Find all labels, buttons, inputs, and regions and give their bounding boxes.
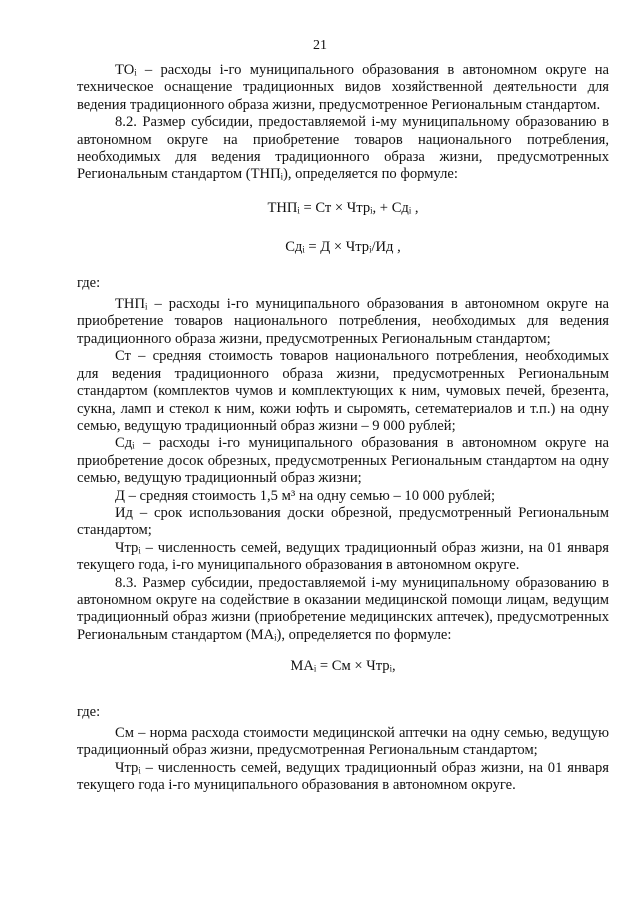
where-label: где: <box>77 274 101 291</box>
document-body <box>77 62 609 795</box>
where-label-2: где: <box>77 703 101 720</box>
page-number: 21 <box>313 38 327 53</box>
paragraph-chtr-definition-2: Чтрᵢ – численность семей, ведущих традиционный образ жизни, на 01 января текущего года i-го муниципального образования в автономном округе. <box>77 759 609 794</box>
formula-tnp: ТНПᵢ = Ст × Чтрᵢ, + Сдᵢ , <box>267 199 419 216</box>
paragraph-st-definition: Ст – средняя стоимость товаров национального потребления, необходимых для ведения традиционного образа жизни, предусмотренных Региональным стандартом (комплектов чумов и комплектующих к ним, чумовых печей, брезента, сукна, ламп и стекол к ним, кожи юфть и сыромять, сетематериалов и т.п.) на одну семью, ведущую традиционный образ жизни – 9 000 рублей; <box>77 348 609 434</box>
formula-sd: Сдᵢ = Д × Чтрᵢ/Ид , <box>285 239 401 256</box>
paragraph-chtr-definition: Чтрᵢ – численность семей, ведущих традиционный образ жизни, на 01 января текущего года, i-го муниципального образования в автономном округе. <box>77 539 609 574</box>
paragraph-id-definition: Ид – срок использования доски обрезной, предусмотренный Региональным стандартом; <box>77 504 609 539</box>
paragraph-tnp-definition: ТНПᵢ – расходы i-го муниципального образования в автономном округе на приобретение товаров национального потребления, необходимых для ведения традиционного образа жизни, предусмотренных Региональным стандартом; <box>77 296 609 347</box>
paragraph-sd-definition: Сдᵢ – расходы i-го муниципального образования в автономном округе на приобретение досок обрезных, предусмотренных Региональным стандартом на одну семью, ведущую традиционный образ жизни; <box>77 435 609 487</box>
paragraph-sm-definition: См – норма расхода стоимости медицинской аптечки на одну семью, ведущую традиционный образ жизни, предусмотренная Региональным стандартом; <box>77 725 609 759</box>
paragraph-to-definition: ТОᵢ – расходы i-го муниципального образования в автономном округе на техническое оснащение традиционных видов хозяйственной деятельности для ведения традиционного образа жизни, предусмотренное Региональным стандартом. <box>77 62 609 113</box>
paragraph-d-definition: Д – средняя стоимость 1,5 м³ на одну семью – 10 000 рублей; <box>115 487 496 504</box>
formula-ma: МАᵢ = См × Чтрᵢ, <box>290 658 396 675</box>
paragraph-8-3: 8.3. Размер субсидии, предоставляемой i-му муниципальному образованию в автономном округе на содействие в оказании медицинской помощи лицам, ведущим традиционный образ жизни (приобретение медицинских аптечек), предусмотренных Региональным стандартом (МАᵢ), определяется по формуле: <box>77 574 609 643</box>
paragraph-8-2: 8.2. Размер субсидии, предоставляемой i-му муниципальному образованию в автономном округе на приобретение товаров национального потребления, необходимых для ведения традиционного образа жизни, предусмотренных Региональным стандартом (ТНПᵢ), определяется по формуле: <box>77 114 609 183</box>
